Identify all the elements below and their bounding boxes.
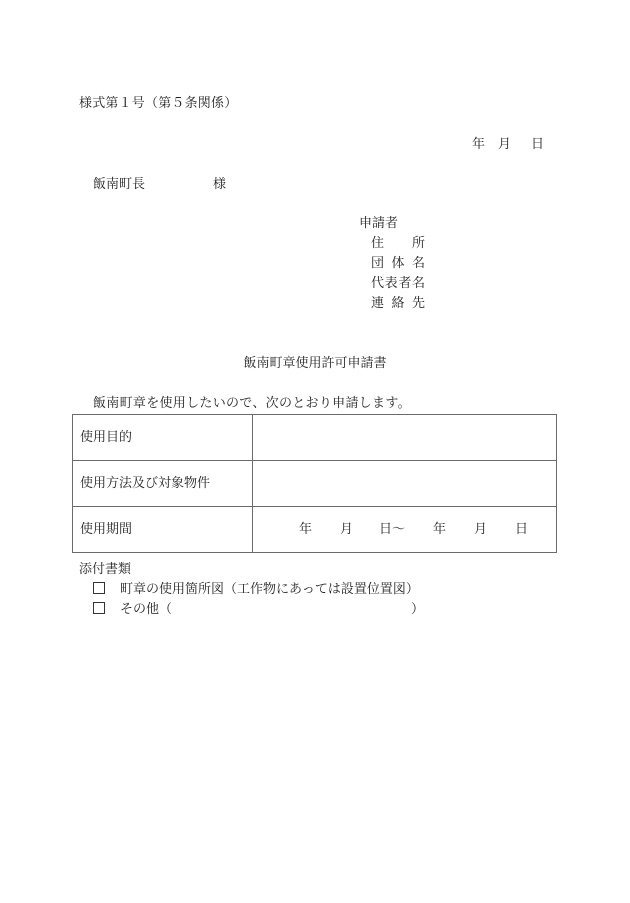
- date-line: [472, 137, 544, 153]
- form-number: 様式第１号（第５条関係）: [79, 96, 238, 111]
- addressee-honorific: 様: [213, 177, 227, 192]
- date-month-label: 月: [498, 137, 512, 152]
- period-dates: [253, 522, 556, 538]
- intro-text: 飯南町章を使用したいので、次のとおり申請します。: [93, 396, 411, 411]
- applicant-address-label: 住所: [371, 236, 425, 251]
- purpose-label: 使用目的: [73, 415, 253, 461]
- attachment-checkbox-other[interactable]: [93, 602, 105, 614]
- attachment-checkbox-usage-diagram[interactable]: [93, 582, 105, 594]
- period-start-year: 年: [299, 521, 313, 537]
- period-start-month: 月: [340, 521, 354, 537]
- period-end-month: 月: [474, 521, 488, 537]
- period-end-year: 年: [433, 521, 447, 537]
- period-label: 使用期間: [73, 507, 253, 553]
- date-day-label: 日: [531, 137, 545, 152]
- period-end-day: 日: [515, 521, 529, 537]
- table-row-period: [73, 507, 557, 553]
- applicant-representative-label: 代表者名: [371, 276, 425, 291]
- attachment-label-usage-diagram: 町章の使用箇所図（工作物にあっては設置位置図）: [120, 582, 419, 597]
- date-year-label: 年: [472, 137, 486, 152]
- attachment-other-close-paren: ）: [411, 602, 425, 617]
- method-label: 使用方法及び対象物件: [73, 461, 253, 507]
- period-start-day: 日～: [379, 521, 406, 537]
- application-table: [72, 414, 557, 553]
- method-value-field[interactable]: [253, 461, 557, 507]
- addressee: [93, 177, 226, 193]
- applicant-contact-label: 連絡先: [371, 296, 425, 311]
- applicant-organization-label: 団体名: [371, 256, 425, 271]
- applicant-fields: [371, 236, 425, 316]
- period-value-field[interactable]: [253, 507, 557, 553]
- table-row-purpose: [73, 415, 557, 461]
- attachments-heading: 添付書類: [79, 562, 132, 577]
- attachment-label-other: その他（: [120, 602, 173, 617]
- document-title: 飯南町章使用許可申請書: [243, 356, 387, 371]
- addressee-name: 飯南町長: [93, 177, 146, 192]
- purpose-value-field[interactable]: [253, 415, 557, 461]
- attachment-item-other: [93, 602, 425, 618]
- applicant-heading: 申請者: [359, 216, 399, 231]
- table-row-method: [73, 461, 557, 507]
- attachment-item-usage-diagram: [93, 582, 419, 598]
